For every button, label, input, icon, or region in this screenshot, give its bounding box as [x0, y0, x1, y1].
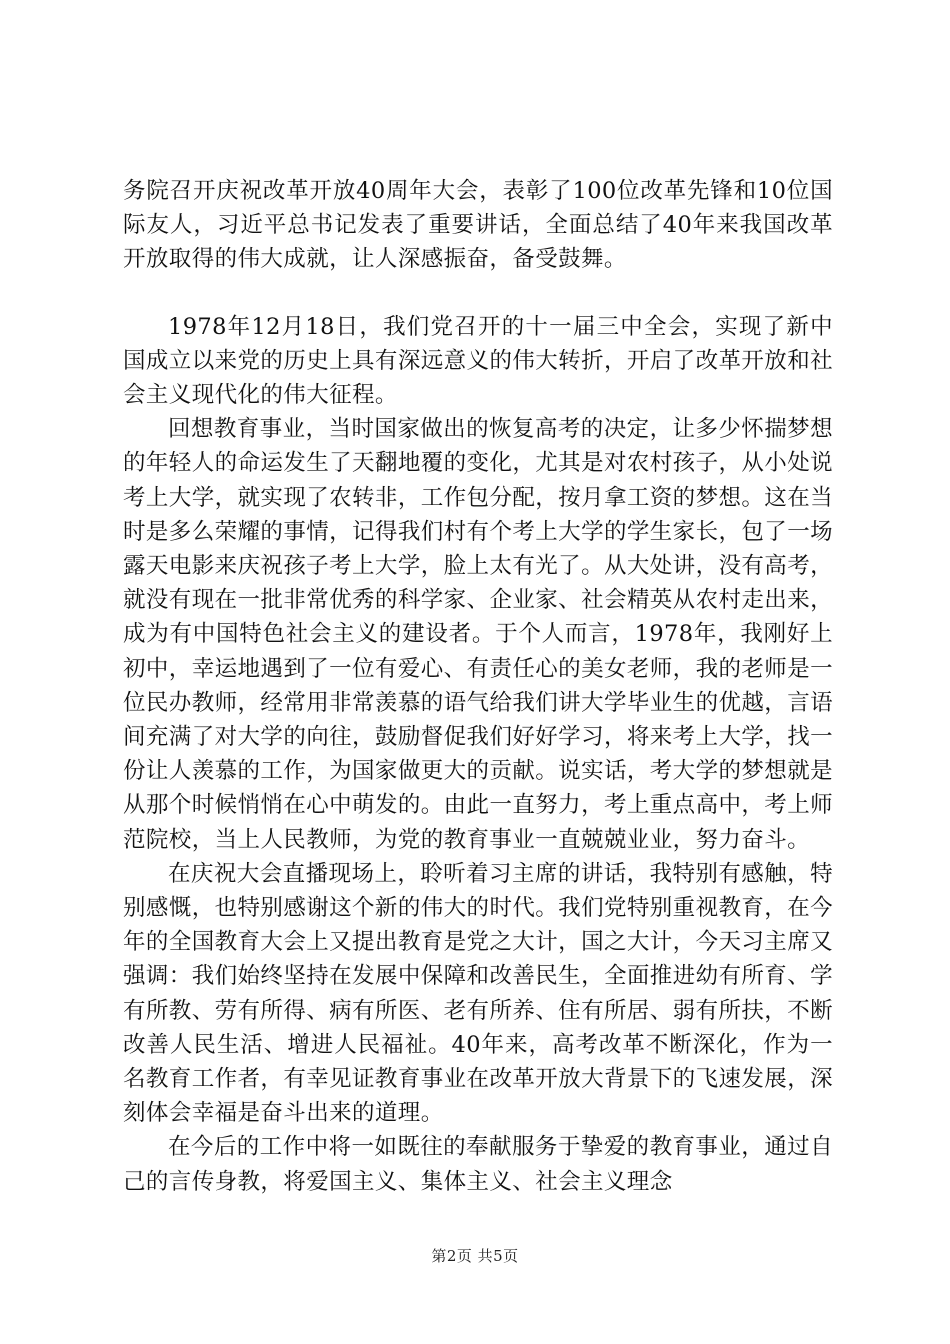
page-footer: 第2页 共5页 — [431, 1247, 519, 1265]
paragraph-continuation: 务院召开庆祝改革开放40周年大会，表彰了100位改革先锋和10位国际友人，习近平总书记发表了重要讲话，全面总结了40年来我国改革开放取得的伟大成就，让人深感振奋，备受鼓舞。 — [123, 178, 833, 273]
document-body — [123, 174, 833, 1199]
paragraph-education-memory: 回想教育事业，当时国家做出的恢复高考的决定，让多少怀揣梦想的年轻人的命运发生了天翻地覆的变化，尤其是对农村孩子，从小处说考上大学，就实现了农转非，工作包分配，按月拿工资的梦想。这在当时是多么荣耀的事情，记得我们村有个考上大学的学生家长，包了一场露天电影来庆祝孩子考上大学，脸上太有光了。从大处讲，没有高考，就没有现在一批非常优秀的科学家、企业家、社会精英从农村走出来，成为有中国特色社会主义的建设者。于个人而言，1978年，我刚好上初中，幸运地遇到了一位有爱心、有责任心的美女老师，我的老师是一位民办教师，经常用非常羡慕的语气给我们讲大学毕业生的优越，言语间充满了对大学的向往，鼓励督促我们好好学习，将来考上大学，找一份让人羡慕的工作，为国家做更大的贡献。说实话，考大学的梦想就是从那个时候悄悄在心中萌发的。由此一直努力，考上重点高中，考上师范院校，当上人民教师，为党的教育事业一直兢兢业业，努力奋斗。 — [123, 416, 833, 853]
paragraph-future-work: 在今后的工作中将一如既往的奉献服务于挚爱的教育事业，通过自己的言传身教，将爱国主义、集体主义、社会主义理念 — [123, 1134, 833, 1195]
paragraph-celebration: 在庆祝大会直播现场上，聆听着习主席的讲话，我特别有感触，特别感慨，也特别感谢这个新的伟大的时代。我们党特别重视教育，在今年的全国教育大会上又提出教育是党之大计，国之大计，今天习主席又强调：我们始终坚持在发展中保障和改善民生，全面推进幼有所育、学有所教、劳有所得、病有所医、老有所养、住有所居、弱有所扶，不断改善人民生活、增进人民福祉。40年来，高考改革不断深化，作为一名教育工作者，有幸见证教育事业在改革开放大背景下的飞速发展，深刻体会幸福是奋斗出来的道理。 — [123, 860, 833, 1127]
paragraph-1978: 1978年12月18日，我们党召开的十一届三中全会，实现了新中国成立以来党的历史上具有深远意义的伟大转折，开启了改革开放和社会主义现代化的伟大征程。 — [123, 313, 833, 409]
